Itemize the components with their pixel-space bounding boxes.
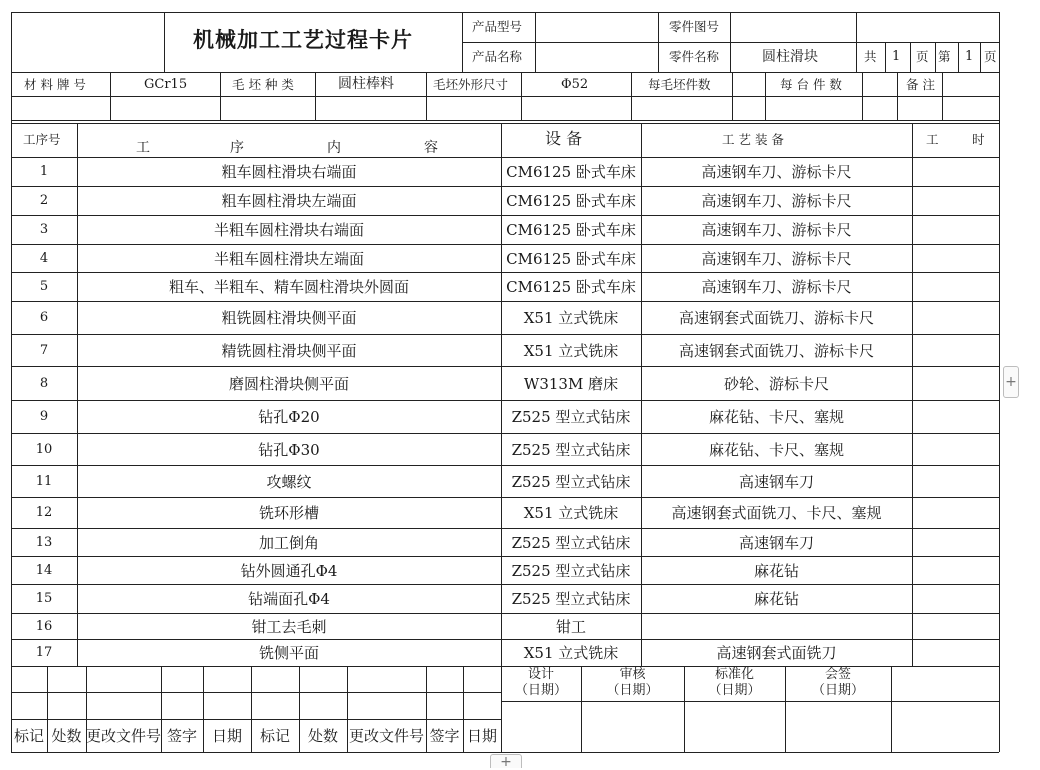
step-no-cell[interactable]: 5 <box>39 279 49 294</box>
table-row <box>0 157 1000 186</box>
equipment-cell[interactable]: Z525 型立式钻床 <box>511 408 631 426</box>
equipment-cell[interactable]: CM6125 卧式车床 <box>506 221 636 239</box>
content-cell[interactable]: 钳工去毛刺 <box>251 617 327 636</box>
grid-line <box>980 42 981 72</box>
content-cell[interactable]: 铣环形槽 <box>258 504 319 522</box>
grid-line <box>462 12 463 72</box>
equipment-cell[interactable]: X51 立式铣床 <box>523 644 619 662</box>
blank-type-value[interactable]: 圆柱棒料 <box>338 76 394 92</box>
tooling-cell[interactable]: 高速钢车刀 <box>738 533 814 552</box>
grid-line <box>935 42 936 72</box>
hours-cell[interactable] <box>912 433 999 465</box>
hours-cell[interactable] <box>912 556 999 584</box>
grid-line <box>11 120 999 121</box>
equipment-cell[interactable]: CM6125 卧式车床 <box>506 278 636 296</box>
content-header-char-1: 工 <box>136 140 150 156</box>
hours-cell[interactable] <box>912 334 999 366</box>
tooling-cell[interactable]: 高速钢车刀、游标卡尺 <box>701 192 852 210</box>
content-cell[interactable]: 粗铣圆柱滑块侧平面 <box>221 309 357 327</box>
signature-label: 更改文件号 <box>348 727 424 745</box>
plus-icon: + <box>1005 374 1017 390</box>
product-name-label: 产品名称 <box>472 49 523 64</box>
content-cell[interactable]: 半粗车圆柱滑块右端面 <box>213 221 364 239</box>
step-no-cell[interactable]: 16 <box>35 618 53 634</box>
grid-line <box>501 701 999 702</box>
grid-line <box>11 692 501 693</box>
signature-label: 标记 <box>259 727 290 745</box>
hours-cell[interactable] <box>912 400 999 433</box>
hours-cell[interactable] <box>912 215 999 244</box>
table-row <box>0 497 1000 528</box>
step-no-cell[interactable]: 17 <box>35 645 53 660</box>
total-pages-label: 共 <box>864 49 877 64</box>
hours-cell[interactable] <box>912 157 999 186</box>
approval-label: 标准化 <box>714 667 754 682</box>
content-cell[interactable]: 钻孔Φ20 <box>258 408 320 426</box>
equipment-cell[interactable]: X51 立式铣床 <box>523 504 619 522</box>
content-cell[interactable]: 攻螺纹 <box>266 472 312 491</box>
grid-line <box>897 72 898 120</box>
approval-header <box>785 667 891 701</box>
grid-line <box>110 72 111 120</box>
step-no-cell[interactable]: 9 <box>39 409 49 424</box>
content-cell[interactable]: 粗车圆柱滑块右端面 <box>221 163 357 181</box>
step-no-cell[interactable]: 12 <box>35 505 53 520</box>
equipment-cell[interactable]: W313M 磨床 <box>523 374 619 393</box>
grid-line <box>862 72 863 120</box>
grid-line <box>164 12 165 72</box>
tooling-cell[interactable] <box>641 613 912 639</box>
hours-cell[interactable] <box>912 366 999 400</box>
content-cell[interactable]: 磨圆柱滑块侧平面 <box>228 374 349 393</box>
step-no-cell[interactable]: 11 <box>35 473 53 489</box>
content-cell[interactable]: 粗车、半粗车、精车圆柱滑块外圆面 <box>168 278 409 296</box>
grid-line <box>885 42 886 72</box>
table-row <box>0 301 1000 334</box>
table-row <box>0 528 1000 556</box>
equipment-cell[interactable]: Z525 型立式钻床 <box>511 472 631 491</box>
content-header-char-2: 序 <box>230 140 244 156</box>
total-pages-value[interactable]: 1 <box>892 49 901 64</box>
tooling-cell[interactable]: 砂轮、游标卡尺 <box>723 374 829 393</box>
add-column-button[interactable] <box>1003 366 1019 398</box>
signature-label: 日期 <box>466 727 497 745</box>
equipment-header: 设 备 <box>545 129 583 148</box>
tooling-cell[interactable]: 麻花钻 <box>753 561 799 580</box>
equipment-cell[interactable]: 钳工 <box>555 617 586 636</box>
step-no-cell[interactable]: 1 <box>39 164 49 179</box>
table-row <box>0 465 1000 497</box>
equipment-cell[interactable]: Z525 型立式钻床 <box>511 533 631 552</box>
step-no-cell[interactable]: 14 <box>35 562 53 578</box>
grid-line <box>11 96 999 97</box>
tooling-cell[interactable]: 高速钢车刀、游标卡尺 <box>701 163 852 181</box>
tooling-cell[interactable]: 高速钢套式面铣刀、游标卡尺 <box>678 341 874 360</box>
signature-label: 更改文件号 <box>86 727 162 745</box>
grid-line <box>631 72 632 120</box>
signature-label: 日期 <box>211 727 242 745</box>
approval-header <box>501 667 581 701</box>
table-row <box>0 244 1000 272</box>
equipment-cell[interactable]: X51 立式铣床 <box>523 309 619 327</box>
equipment-cell[interactable]: CM6125 卧式车床 <box>506 163 636 181</box>
table-row <box>0 186 1000 215</box>
grid-line <box>856 12 857 72</box>
hours-header-char-1: 工 <box>926 132 939 147</box>
tooling-cell[interactable]: 高速钢车刀 <box>738 472 814 491</box>
tooling-cell[interactable]: 麻花钻、卡尺、塞规 <box>708 408 844 426</box>
part-name-value[interactable]: 圆柱滑块 <box>762 49 818 65</box>
grid-line <box>11 72 999 73</box>
approval-date-label: （日期） <box>606 683 659 698</box>
signature-label: 处数 <box>307 727 338 745</box>
pieces-per-unit-label: 每 台 件 数 <box>780 77 842 92</box>
blank-type-label: 毛 坯 种 类 <box>232 77 294 92</box>
content-cell[interactable]: 钻端面孔Φ4 <box>248 590 330 608</box>
hours-cell[interactable] <box>912 584 999 613</box>
approval-date-label: （日期） <box>708 683 761 698</box>
grid-line <box>958 42 959 72</box>
hours-cell[interactable] <box>912 465 999 497</box>
table-row <box>0 433 1000 465</box>
grid-line <box>11 12 999 13</box>
content-cell[interactable]: 铣侧平面 <box>258 644 319 662</box>
step-no-cell[interactable]: 15 <box>35 591 53 606</box>
material-grade-value[interactable]: GCr15 <box>144 77 188 92</box>
total-pages-unit: 页 <box>916 49 929 64</box>
table-row <box>0 584 1000 613</box>
tooling-cell[interactable]: 高速钢车刀、游标卡尺 <box>701 221 852 239</box>
content-cell[interactable]: 半粗车圆柱滑块左端面 <box>213 249 364 268</box>
pieces-per-blank-label: 每毛坯件数 <box>648 77 711 92</box>
step-no-cell[interactable]: 7 <box>39 342 49 358</box>
grid-line <box>942 72 943 120</box>
hours-cell[interactable] <box>912 528 999 556</box>
table-row <box>0 215 1000 244</box>
equipment-cell[interactable]: CM6125 卧式车床 <box>506 249 636 268</box>
tooling-cell[interactable]: 高速钢套式面铣刀 <box>716 644 837 662</box>
signature-label: 签字 <box>429 727 460 745</box>
part-drawing-no-label: 零件图号 <box>669 19 720 34</box>
page-no-value[interactable]: 1 <box>965 49 974 64</box>
step-no-cell[interactable]: 3 <box>39 222 49 237</box>
hours-cell[interactable] <box>912 244 999 272</box>
table-row <box>0 334 1000 366</box>
product-model-label: 产品型号 <box>472 19 523 34</box>
table-row <box>0 613 1000 639</box>
equipment-cell[interactable]: Z525 型立式钻床 <box>511 590 631 608</box>
hours-cell[interactable] <box>912 613 999 639</box>
hours-cell[interactable] <box>912 301 999 334</box>
tooling-cell[interactable]: 麻花钻 <box>753 590 799 608</box>
plus-icon: + <box>500 753 512 770</box>
card-title: 机械加工工艺过程卡片 <box>193 27 413 52</box>
content-cell[interactable]: 钻外圆通孔Φ4 <box>240 561 338 580</box>
tooling-header: 工 艺 装 备 <box>722 132 784 147</box>
step-no-header: 工序号 <box>23 132 61 147</box>
content-cell[interactable]: 粗车圆柱滑块左端面 <box>221 192 357 210</box>
approval-header <box>684 667 785 701</box>
grid-line <box>315 72 316 120</box>
approval-label: 设计 <box>527 667 554 682</box>
tooling-cell[interactable]: 高速钢套式面铣刀、游标卡尺 <box>678 309 874 327</box>
approval-label: 会签 <box>824 667 851 682</box>
grid-line <box>730 12 731 72</box>
equipment-cell[interactable]: Z525 型立式钻床 <box>511 561 631 580</box>
hours-header-char-2: 时 <box>972 132 985 147</box>
remarks-label: 备 注 <box>906 77 935 92</box>
part-name-label: 零件名称 <box>669 49 720 64</box>
tooling-cell[interactable]: 麻花钻、卡尺、塞规 <box>708 440 844 459</box>
tooling-cell[interactable]: 高速钢套式面铣刀、卡尺、塞规 <box>671 504 882 522</box>
grid-line <box>765 72 766 120</box>
step-no-cell[interactable]: 2 <box>39 193 49 208</box>
hours-cell[interactable] <box>912 186 999 215</box>
grid-line <box>891 666 892 752</box>
equipment-cell[interactable]: Z525 型立式钻床 <box>511 440 631 459</box>
approval-header <box>581 667 684 701</box>
page-no-unit: 页 <box>984 49 997 64</box>
table-row <box>0 366 1000 400</box>
equipment-cell[interactable]: CM6125 卧式车床 <box>506 192 636 210</box>
equipment-cell[interactable]: X51 立式铣床 <box>523 341 619 360</box>
material-grade-label: 材 料 牌 号 <box>24 77 86 92</box>
content-cell[interactable]: 加工倒角 <box>258 533 319 552</box>
tooling-cell[interactable]: 高速钢车刀、游标卡尺 <box>701 249 852 268</box>
signature-label: 标记 <box>13 727 44 745</box>
table-row <box>0 556 1000 584</box>
content-cell[interactable]: 精铣圆柱滑块侧平面 <box>221 341 357 360</box>
page-no-label: 第 <box>938 49 951 64</box>
grid-line <box>521 72 522 120</box>
approval-label: 审核 <box>619 667 646 682</box>
content-header-char-3: 内 <box>327 140 341 156</box>
step-no-cell[interactable]: 4 <box>39 250 49 266</box>
step-no-cell[interactable]: 10 <box>35 441 53 457</box>
grid-line <box>535 12 536 72</box>
signature-label: 签字 <box>166 727 197 745</box>
step-no-cell[interactable]: 8 <box>39 375 49 391</box>
grid-line <box>220 72 221 120</box>
table-row <box>0 272 1000 301</box>
hours-cell[interactable] <box>912 497 999 528</box>
step-no-cell[interactable]: 13 <box>35 534 53 550</box>
signature-label: 处数 <box>51 727 82 745</box>
grid-line <box>732 72 733 120</box>
content-header-char-4: 容 <box>424 140 438 156</box>
grid-line <box>658 12 659 72</box>
hours-cell[interactable] <box>912 639 999 666</box>
approval-date-label: （日期） <box>811 683 864 698</box>
blank-size-value[interactable]: Φ52 <box>561 77 589 92</box>
step-no-cell[interactable]: 6 <box>39 310 49 325</box>
add-row-button[interactable] <box>490 754 522 768</box>
table-row <box>0 400 1000 433</box>
grid-line <box>426 72 427 120</box>
blank-size-label: 毛坯外形尺寸 <box>433 77 509 92</box>
grid-line <box>910 42 911 72</box>
content-cell[interactable]: 钻孔Φ30 <box>258 440 320 459</box>
grid-line <box>11 123 999 124</box>
approval-date-label: （日期） <box>514 683 567 698</box>
hours-cell[interactable] <box>912 272 999 301</box>
tooling-cell[interactable]: 高速钢车刀、游标卡尺 <box>701 278 852 296</box>
table-row <box>0 639 1000 666</box>
